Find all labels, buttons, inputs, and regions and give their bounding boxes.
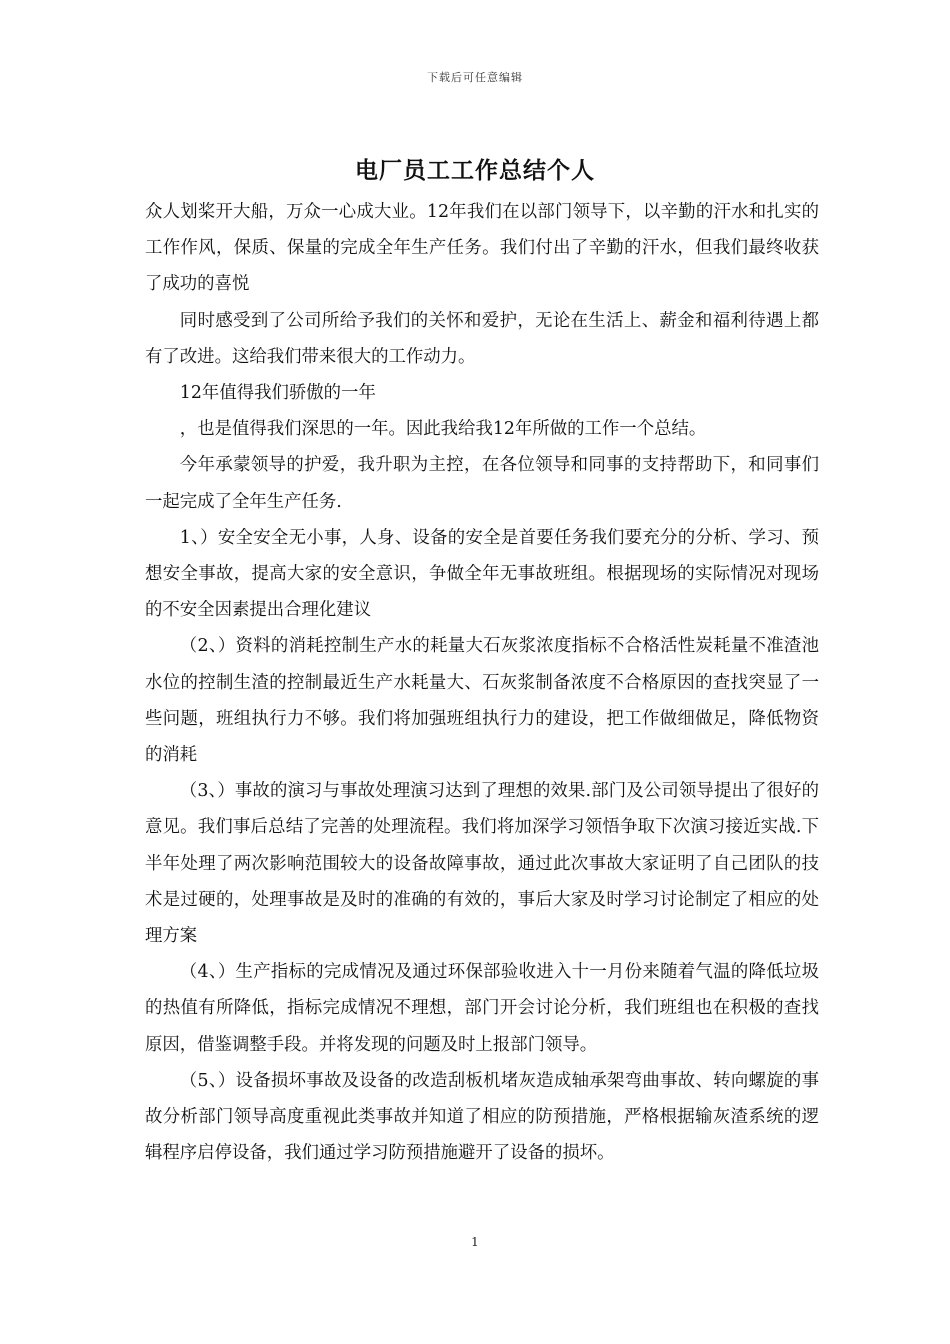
paragraph-item-4-indicators: （4、）生产指标的完成情况及通过环保部验收进入十一月份来随着气温的降低垃圾的热值有所降低，指标完成情况不理想，部门开会讨论分析，我们班组也在积极的查找原因，借鉴调整手段。并将发现的问题及时上报部门领导。 [145, 962, 819, 1055]
paragraph-care: 同时感受到了公司所给予我们的关怀和爱护，无论在生活上、薪金和福利待遇上都有了改进。这给我们带来很大的工作动力。 [145, 310, 819, 367]
header-note: 下载后可任意编辑 [427, 71, 523, 84]
paragraph-item-3-drills: （3、）事故的演习与事故处理演习达到了理想的效果.部门及公司领导提出了很好的意见。我们事后总结了完善的处理流程。我们将加深学习领悟争取下次演习接近实战.下半年处理了两次影响范围较大的设备故障事故，通过此次事故大家证明了自己团队的技术是过硬的，处理事故是及时的准确的有效的，事后大家及时学习讨论制定了相应的处理方案 [145, 781, 819, 947]
paragraph-item-1-safety: 1、）安全安全无小事，人身、设备的安全是首要任务我们要充分的分析、学习、预想安全事故，提高大家的安全意识，争做全年无事故班组。根据现场的实际情况对现场的不安全因素提出合理化建议 [145, 527, 819, 621]
page-number: 1 [471, 1235, 479, 1249]
paragraph-item-2-materials: （2、）资料的消耗控制生产水的耗量大石灰浆浓度指标不合格活性炭耗量不准渣池水位的控制生渣的控制最近生产水耗量大、石灰浆制备浓度不合格原因的查找突显了一些问题，班组执行力不够。我们将加强班组执行力的建设，把工作做细做足，降低物资的消耗 [145, 636, 819, 766]
paragraph-item-5-equipment: （5、）设备损坏事故及设备的改造刮板机堵灰造成轴承架弯曲事故、转向螺旋的事故分析部门领导高度重视此类事故并知道了相应的防预措施，严格根据输灰渣系统的逻辑程序启停设备，我们通过学习防预措施避开了设备的损坏。 [145, 1070, 819, 1164]
paragraph-reflect-year: ，也是值得我们深思的一年。因此我给我12年所做的工作一个总结。 [179, 419, 707, 440]
paragraph-promotion: 今年承蒙领导的护爱，我升职为主控，在各位领导和同事的支持帮助下，和同事们一起完成了全年生产任务. [145, 455, 819, 512]
paragraph-proud-year: 12年值得我们骄傲的一年 [179, 383, 376, 404]
document-title: 电厂员工工作总结个人 [355, 157, 595, 184]
document-body [145, 194, 819, 1171]
paragraph-intro: 众人划桨开大船，万众一心成大业。12年我们在以部门领导下，以辛勤的汗水和扎实的工作作风，保质、保量的完成全年生产任务。我们付出了辛勤的汗水，但我们最终收获了成功的喜悦 [145, 202, 819, 295]
